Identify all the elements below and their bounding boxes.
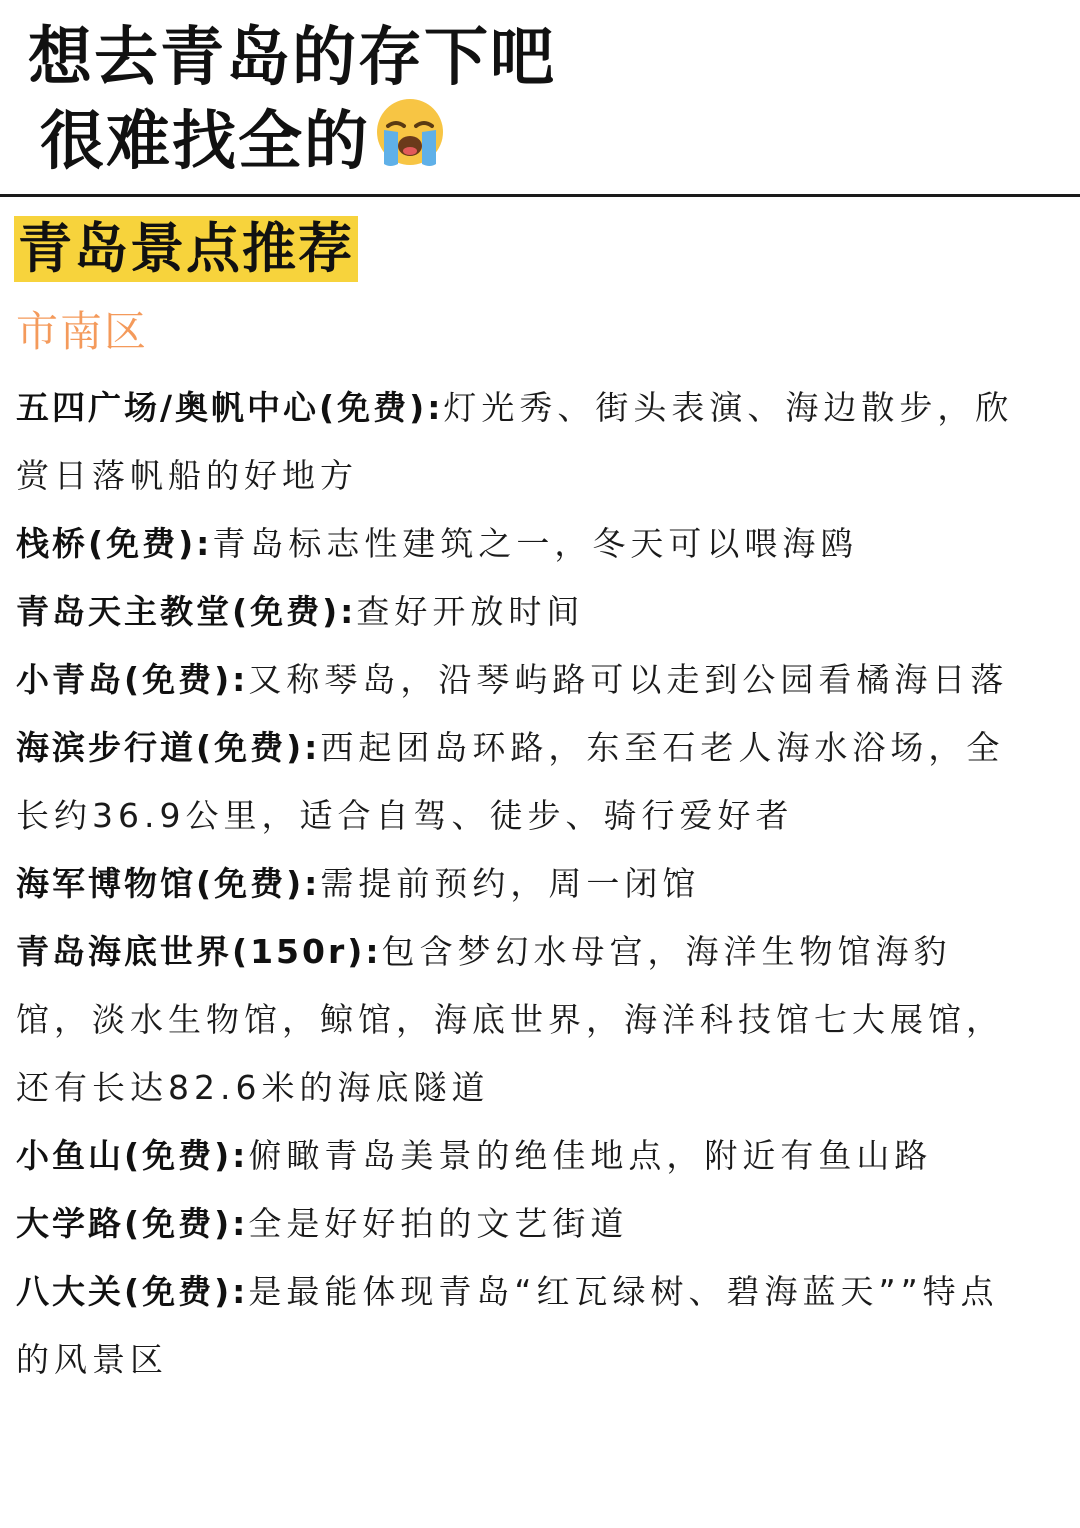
attraction-desc: 青岛标志性建筑之一，冬天可以喂海鸥 xyxy=(212,524,859,563)
attraction-name: 海军博物馆(免费): xyxy=(16,864,321,903)
attraction-name: 大学路(免费): xyxy=(16,1204,249,1243)
attraction-name: 五四广场/奥帆中心(免费): xyxy=(16,388,444,427)
title-line-1: 想去青岛的存下吧 xyxy=(28,21,556,95)
attraction-item xyxy=(16,510,1026,578)
attraction-desc: 灯光秀、街头表演、海边散步，欣赏日落帆船的好地方 xyxy=(16,388,1014,495)
attraction-item xyxy=(16,1190,1026,1258)
attraction-name: 栈桥(免费): xyxy=(16,524,213,563)
title-line-2 xyxy=(40,104,446,185)
attraction-item xyxy=(16,918,1026,1122)
attraction-name: 海滨步行道(免费): xyxy=(16,728,321,767)
attraction-item xyxy=(16,850,1026,918)
attraction-desc: 俯瞰青岛美景的绝佳地点，附近有鱼山路 xyxy=(248,1136,933,1175)
attraction-item xyxy=(16,1122,1026,1190)
attraction-item xyxy=(16,714,1026,850)
attraction-desc: 全是好好拍的文艺街道 xyxy=(248,1204,629,1243)
attraction-name: 青岛海底世界(150r): xyxy=(16,932,382,971)
post-header xyxy=(0,0,1080,196)
attraction-name: 八大关(免费): xyxy=(16,1272,249,1311)
attraction-desc: 西起团岛环路，东至石老人海水浴场，全长约36.9公里，适合自驾、徒步、骑行爱好者 xyxy=(16,728,1005,835)
district-label: 市南区 xyxy=(16,307,149,356)
attraction-item xyxy=(16,1258,1026,1394)
attraction-desc: 需提前预约，周一闭馆 xyxy=(320,864,701,903)
header-divider xyxy=(0,194,1080,197)
attraction-desc: 是最能体现青岛“红瓦绿树、碧海蓝天””特点的风景区 xyxy=(16,1272,999,1379)
attraction-desc: 查好开放时间 xyxy=(356,592,585,631)
attraction-desc: 包含梦幻水母宫，海洋生物馆海豹馆，淡水生物馆，鲸馆，海底世界，海洋科技馆七大展馆，还有长达82.6米的海底隧道 xyxy=(16,932,1004,1107)
attraction-name: 青岛天主教堂(免费): xyxy=(16,592,357,631)
attraction-desc: 又称琴岛，沿琴屿路可以走到公园看橘海日落 xyxy=(248,660,1009,699)
attraction-item xyxy=(16,646,1026,714)
attraction-item xyxy=(16,578,1026,646)
title-line-2-text: 很难找全的 xyxy=(40,105,370,179)
attraction-list xyxy=(16,374,1026,1394)
loudly-crying-face-icon xyxy=(374,96,446,185)
attraction-name: 小青岛(免费): xyxy=(16,660,249,699)
attraction-item xyxy=(16,374,1026,510)
attraction-name: 小鱼山(免费): xyxy=(16,1136,249,1175)
section-title: 青岛景点推荐 xyxy=(14,216,358,282)
